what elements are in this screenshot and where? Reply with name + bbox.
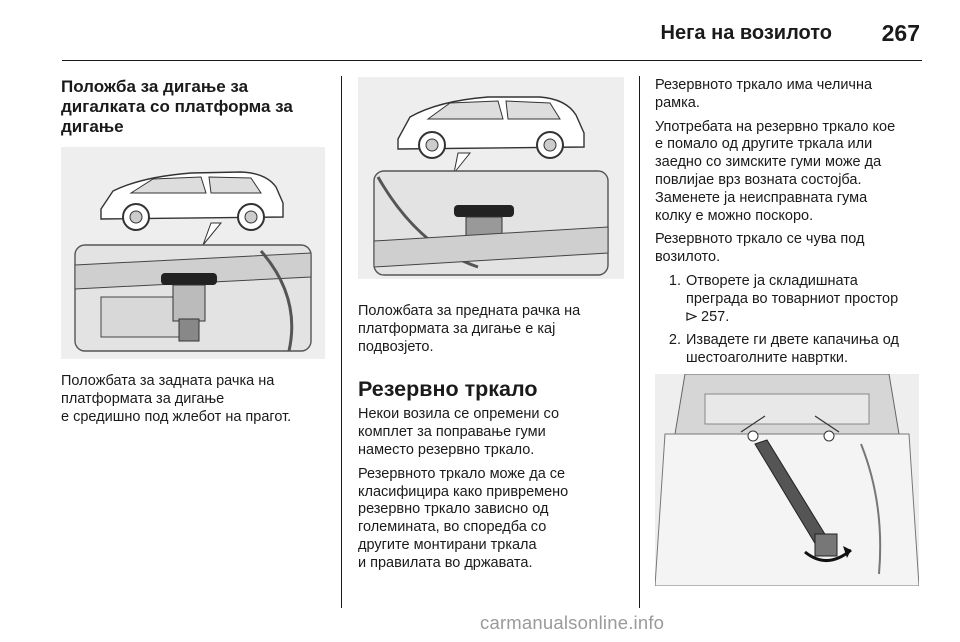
column-middle — [358, 77, 624, 579]
step-text: Отворете ја складишната — [686, 272, 858, 289]
text-line: Употребата на резервно тркало кое — [655, 118, 896, 135]
text-line: Некои возила се опремени со — [358, 406, 560, 423]
text-line: Резервното тркало има челична — [655, 77, 873, 93]
car-side-jack-point-rear-illustration — [61, 147, 325, 359]
step-number: 2. — [668, 332, 681, 349]
column-divider — [341, 76, 342, 608]
front-jack-caption — [358, 303, 624, 356]
caption-line: Положбата за предната рачка на — [358, 303, 581, 319]
step-text: преграда во товарниот простор — [686, 290, 899, 307]
text-line: е помало од другите тркала или — [655, 136, 873, 153]
car-side-jack-point-front-illustration — [358, 77, 624, 279]
section-title: Нега на возилото — [660, 22, 832, 44]
text-line: Резервното тркало се чува под — [655, 231, 865, 248]
page-reference-link[interactable] — [686, 309, 729, 325]
caption-line: е средишно под жлебот на прагот. — [61, 408, 292, 425]
text-line: повлијае врз возната состојба. — [655, 171, 862, 188]
watermark: carmanualsonline.info — [480, 612, 665, 633]
paragraph — [358, 466, 624, 573]
section-heading-lift-position: Положба за дигање за дигалката со платформа за дигање — [61, 77, 293, 136]
page-reference-number: 257. — [701, 308, 730, 325]
text-line: заедно со зимските гуми може да — [655, 154, 882, 171]
text-line: возилото. — [655, 249, 721, 266]
text-line: колку е можно поскоро. — [655, 207, 814, 224]
paragraph — [655, 77, 929, 113]
page-reference-arrow-icon — [686, 311, 697, 322]
text-line: рамка. — [655, 94, 700, 111]
text-line: другите монтирани тркала — [358, 536, 537, 553]
text-line: Заменете ја неисправната гума — [655, 189, 868, 206]
caption-line: платформата за дигање — [61, 390, 225, 407]
page-number: 267 — [881, 20, 920, 46]
section-heading-spare-wheel: Резервно тркало — [358, 377, 538, 402]
step-number: 1. — [668, 272, 681, 289]
caption-line: платформата за дигање е кај — [358, 320, 556, 337]
paragraph — [655, 231, 929, 267]
text-line: и правилата во државата. — [358, 554, 533, 571]
instruction-steps — [655, 273, 929, 368]
step-item — [655, 273, 929, 326]
page-header — [62, 10, 922, 61]
step-text: шестоаголните навртки. — [686, 350, 849, 367]
paragraph — [655, 119, 929, 226]
text-line: класифицира како привремено — [358, 483, 569, 500]
spare-wheel-cover-figure — [655, 374, 919, 586]
text-line: комплет за поправање гуми — [358, 424, 546, 441]
rear-jack-caption — [61, 373, 325, 426]
text-line: големината, во споредба со — [358, 519, 547, 536]
column-divider — [639, 76, 640, 608]
column-left — [61, 77, 325, 432]
text-line: резервно тркало зависно од — [358, 501, 549, 518]
front-jack-point-figure — [358, 77, 624, 279]
caption-line: подвозјето. — [358, 338, 434, 355]
caption-line: Положбата за задната рачка на — [61, 373, 275, 389]
cargo-floor-hex-nut-caps-illustration — [655, 374, 919, 586]
rear-jack-point-figure — [61, 147, 325, 359]
paragraph — [358, 406, 624, 459]
text-line: Резервното тркало може да се — [358, 465, 566, 482]
text-line: наместо резервно тркало. — [358, 441, 535, 458]
column-right — [655, 77, 929, 586]
step-text: Извадете ги двете капачиња од — [686, 332, 899, 349]
step-item — [655, 332, 929, 368]
